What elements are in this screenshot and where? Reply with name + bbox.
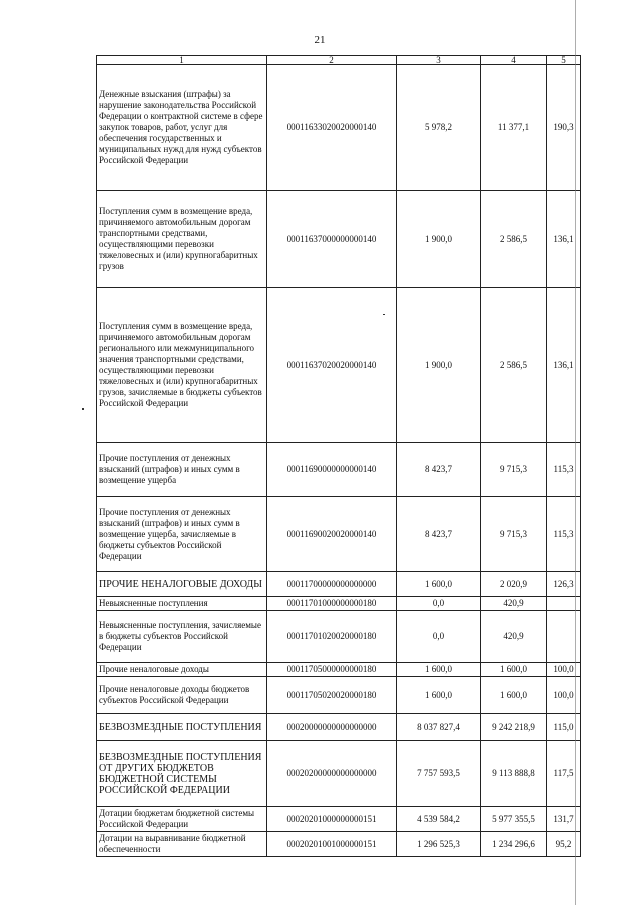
row-plan: 1 296 525,3 (397, 832, 481, 857)
row-code: 00011701000000000180 (267, 597, 397, 611)
row-code: 00020200000000000000 (267, 741, 397, 807)
row-plan: 8 423,7 (397, 497, 481, 572)
row-percent: 100,0 (547, 663, 581, 677)
row-plan: 1 900,0 (397, 191, 481, 288)
row-percent: 115,3 (547, 497, 581, 572)
table-row (97, 191, 581, 288)
row-plan: 8 037 827,4 (397, 714, 481, 741)
row-code: 00011637000000000140 (267, 191, 397, 288)
row-code: 00020000000000000000 (267, 714, 397, 741)
row-fact: 2 586,5 (481, 288, 547, 443)
table-row (97, 497, 581, 572)
row-code: 00011633020020000140 (267, 65, 397, 191)
row-name: Денежные взыскания (штрафы) за нарушение законодательства Российской Федерации о контрактной системе в сфере закупок товаров, работ, услуг для обеспечения государственных и муниципальных нужд для нужд субъектов Российской Федерации (97, 65, 267, 191)
table-row (97, 597, 581, 611)
scan-fold-line (575, 0, 576, 905)
row-plan: 8 423,7 (397, 443, 481, 497)
row-percent: 131,7 (547, 807, 581, 832)
row-percent: 100,0 (547, 677, 581, 714)
row-plan: 1 900,0 (397, 288, 481, 443)
row-code: 00011705020020000180 (267, 677, 397, 714)
row-code: 00011690020020000140 (267, 497, 397, 572)
column-header: 3 (397, 56, 481, 65)
row-fact: 420,9 (481, 597, 547, 611)
row-plan: 0,0 (397, 597, 481, 611)
row-percent: 115,0 (547, 714, 581, 741)
row-percent: 190,3 (547, 65, 581, 191)
row-name: Невыясненные поступления, зачисляемые в бюджеты субъектов Российской Федерации (97, 611, 267, 663)
row-fact: 1 234 296,6 (481, 832, 547, 857)
row-percent: 95,2 (547, 832, 581, 857)
row-plan: 1 600,0 (397, 663, 481, 677)
row-name: Прочие поступления от денежных взысканий (штрафов) и иных сумм в возмещение ущерба, зачисляемые в бюджеты субъектов Российской Федерации (97, 497, 267, 572)
table-row (97, 572, 581, 597)
row-fact: 9 715,3 (481, 497, 547, 572)
row-percent: 115,3 (547, 443, 581, 497)
row-fact: 1 600,0 (481, 677, 547, 714)
table-row (97, 832, 581, 857)
table-row (97, 714, 581, 741)
row-code: 00020201001000000151 (267, 832, 397, 857)
table-row (97, 663, 581, 677)
row-plan: 7 757 593,5 (397, 741, 481, 807)
row-fact: 2 586,5 (481, 191, 547, 288)
row-fact: 1 600,0 (481, 663, 547, 677)
row-plan: 1 600,0 (397, 677, 481, 714)
column-header-row (97, 56, 581, 65)
row-code: 00011701020020000180 (267, 611, 397, 663)
page-number: 21 (314, 34, 326, 46)
table-row (97, 677, 581, 714)
column-header: 4 (481, 56, 547, 65)
row-name: Дотации на выравнивание бюджетной обеспеченности (97, 832, 267, 857)
table-row (97, 443, 581, 497)
table-row (97, 65, 581, 191)
row-code: 00011700000000000000 (267, 572, 397, 597)
row-name: Поступления сумм в возмещение вреда, причиняемого автомобильным дорогам регионального или межмуниципального значения транспортными средствами, осуществляющими перевозки тяжеловесных и (или) крупногабаритных грузов, зачисляемые в бюджеты субъектов Российской Федерации (97, 288, 267, 443)
row-percent: 136,1 (547, 288, 581, 443)
table-row (97, 611, 581, 663)
row-name: Поступления сумм в возмещение вреда, причиняемого автомобильным дорогам транспортными средствами, осуществляющими перевозки тяжеловесных и (или) крупногабаритных грузов (97, 191, 267, 288)
row-fact: 2 020,9 (481, 572, 547, 597)
row-fact: 11 377,1 (481, 65, 547, 191)
row-name: Прочие поступления от денежных взысканий (штрафов) и иных сумм в возмещение ущерба (97, 443, 267, 497)
row-name: Дотации бюджетам бюджетной системы Российской Федерации (97, 807, 267, 832)
scan-speck (82, 408, 84, 410)
row-fact: 420,9 (481, 611, 547, 663)
row-percent: 126,3 (547, 572, 581, 597)
row-name: ПРОЧИЕ НЕНАЛОГОВЫЕ ДОХОДЫ (97, 572, 267, 597)
column-header: 5 (547, 56, 581, 65)
table-row (97, 807, 581, 832)
row-plan: 4 539 584,2 (397, 807, 481, 832)
row-name: Невыясненные поступления (97, 597, 267, 611)
table-row (97, 288, 581, 443)
row-plan: 0,0 (397, 611, 481, 663)
scan-speck (383, 314, 385, 315)
row-fact: 9 113 888,8 (481, 741, 547, 807)
row-name: БЕЗВОЗМЕЗДНЫЕ ПОСТУПЛЕНИЯ ОТ ДРУГИХ БЮДЖЕТОВ БЮДЖЕТНОЙ СИСТЕМЫ РОССИЙСКОЙ ФЕДЕРАЦИИ (97, 741, 267, 807)
row-plan: 5 978,2 (397, 65, 481, 191)
column-header: 2 (267, 56, 397, 65)
column-header: 1 (97, 56, 267, 65)
row-fact: 9 242 218,9 (481, 714, 547, 741)
table-row (97, 741, 581, 807)
row-percent: 136,1 (547, 191, 581, 288)
row-code: 00011705000000000180 (267, 663, 397, 677)
row-fact: 9 715,3 (481, 443, 547, 497)
row-code: 00020201000000000151 (267, 807, 397, 832)
row-plan: 1 600,0 (397, 572, 481, 597)
row-fact: 5 977 355,5 (481, 807, 547, 832)
row-code: 00011690000000000140 (267, 443, 397, 497)
row-name: БЕЗВОЗМЕЗДНЫЕ ПОСТУПЛЕНИЯ (97, 714, 267, 741)
row-name: Прочие неналоговые доходы бюджетов субъектов Российской Федерации (97, 677, 267, 714)
row-name: Прочие неналоговые доходы (97, 663, 267, 677)
budget-table (96, 55, 581, 857)
row-percent: 117,5 (547, 741, 581, 807)
row-code: 00011637020020000140 (267, 288, 397, 443)
